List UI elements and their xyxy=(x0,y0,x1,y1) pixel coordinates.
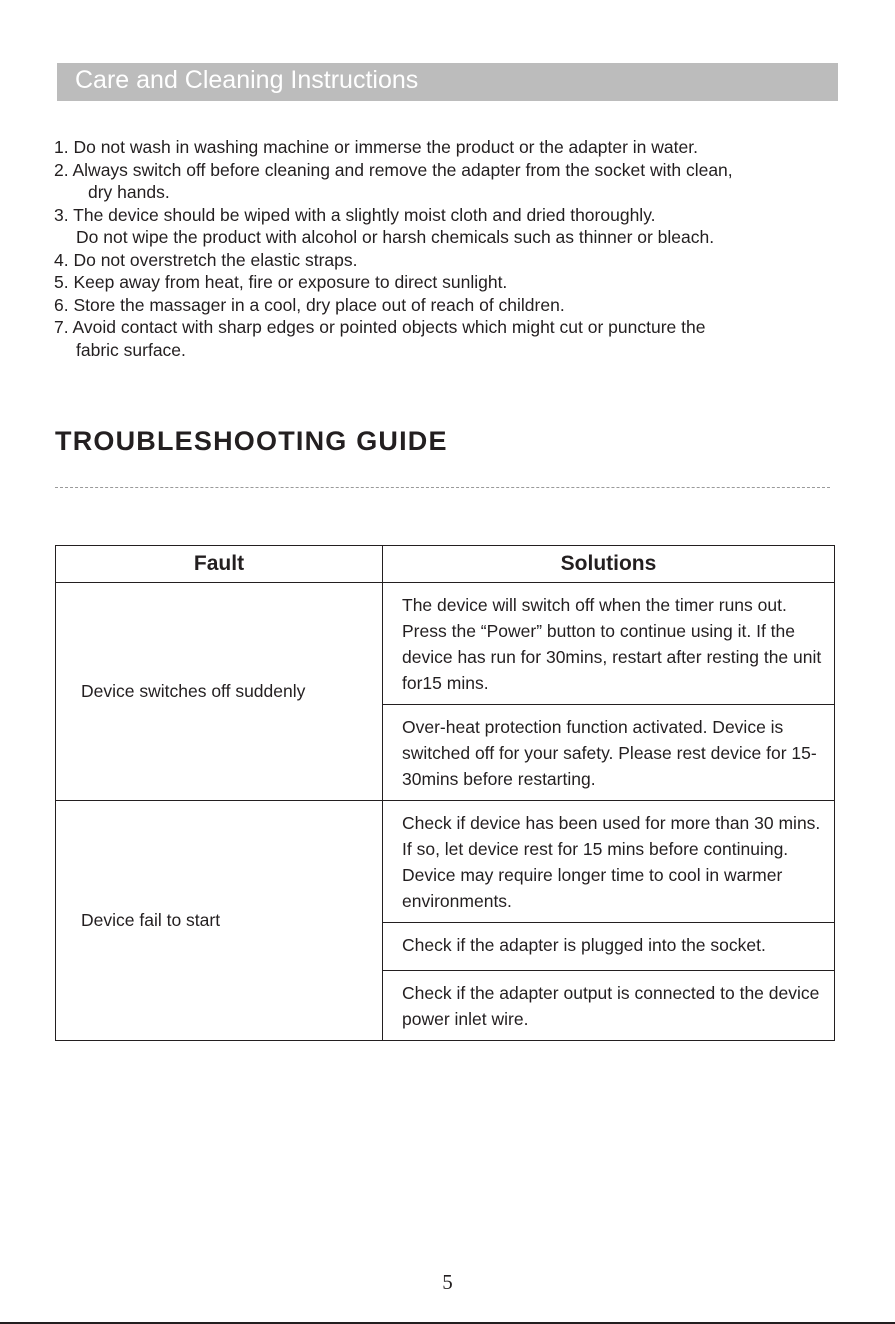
troubleshooting-title: TROUBLESHOOTING GUIDE xyxy=(55,426,448,456)
care-item-7: 7. Avoid contact with sharp edges or pointed objects which might cut or puncture the xyxy=(54,317,706,337)
care-heading-bar xyxy=(57,63,838,101)
dashed-divider xyxy=(55,487,830,488)
solution-cell: Check if device has been used for more than 30 mins. If so, let device rest for 15 mins before continuing. Device may require longer time to cool in warmer environments. xyxy=(383,801,835,923)
solution-cell: Check if the adapter output is connected to the device power inlet wire. xyxy=(383,971,835,1041)
fault-cell: Device fail to start xyxy=(56,801,383,1041)
solution-cell: Check if the adapter is plugged into the socket. xyxy=(383,923,835,971)
solution-cell: The device will switch off when the timer runs out. Press the “Power” button to continue using it. If the device has run for 30mins, restart after resting the unit for15 mins. xyxy=(383,583,835,705)
care-item-6: 6. Store the massager in a cool, dry place out of reach of children. xyxy=(54,294,565,315)
care-item-5: 5. Keep away from heat, fire or exposure to direct sunlight. xyxy=(54,272,508,292)
care-item-2: 2. Always switch off before cleaning and remove the adapter from the socket with clean, xyxy=(54,159,733,180)
care-item-3-continuation: Do not wipe the product with alcohol or harsh chemicals such as thinner or bleach. xyxy=(76,227,715,247)
care-heading: Care and Cleaning Instructions xyxy=(75,66,419,94)
fault-header: Fault xyxy=(56,546,383,583)
care-item-1: 1. Do not wash in washing machine or immerse the product or the adapter in water. xyxy=(54,137,698,157)
care-item-2-continuation: dry hands. xyxy=(88,182,170,202)
care-item-7-continuation: fabric surface. xyxy=(76,339,186,360)
troubleshooting-table xyxy=(55,545,835,1041)
care-instructions-list xyxy=(54,136,854,361)
page-number: 5 xyxy=(442,1270,453,1294)
care-item-4: 4. Do not overstretch the elastic straps. xyxy=(54,249,358,270)
care-item-3: 3. The device should be wiped with a slightly moist cloth and dried thoroughly. xyxy=(54,204,656,225)
table-row xyxy=(56,583,835,705)
fault-cell: Device switches off suddenly xyxy=(56,583,383,801)
solution-cell: Over-heat protection function activated. Device is switched off for your safety. Please rest device for 15-30mins before restarting. xyxy=(383,705,835,801)
solutions-header: Solutions xyxy=(383,546,835,583)
table-header-row xyxy=(56,546,835,583)
table-row xyxy=(56,801,835,923)
